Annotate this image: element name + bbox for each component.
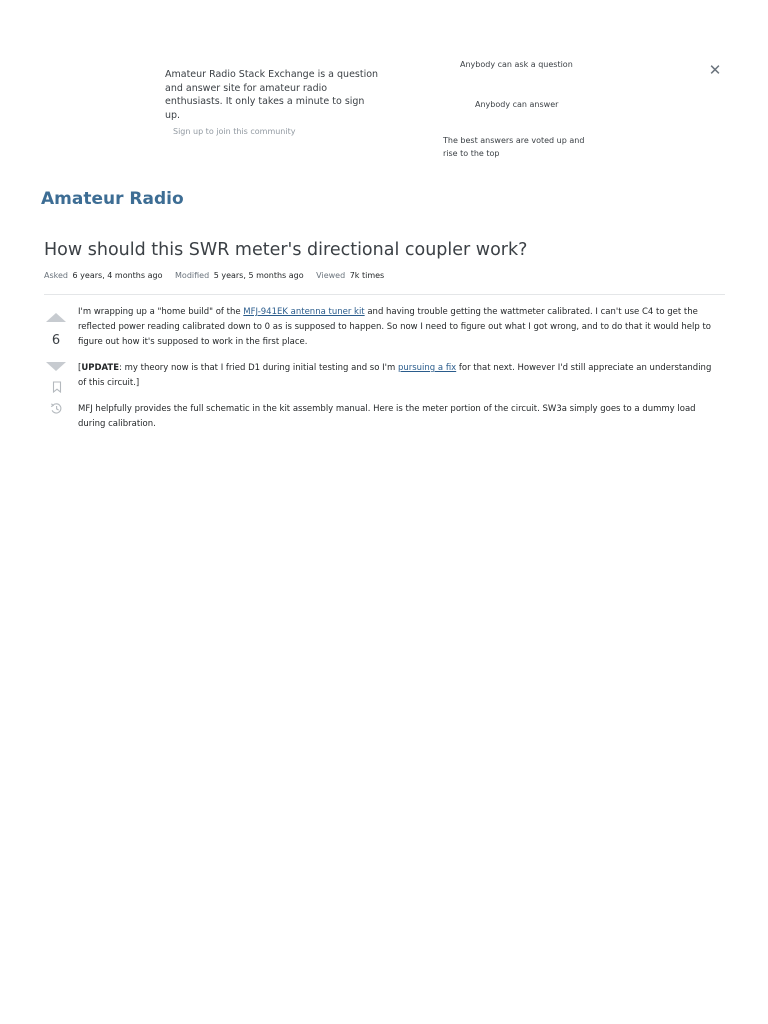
question-meta xyxy=(44,271,394,280)
body-text: I'm wrapping up a "home build" of the xyxy=(78,307,244,317)
site-name-link[interactable]: Amateur Radio xyxy=(41,189,184,209)
signup-banner xyxy=(0,0,768,180)
body-paragraph-1 xyxy=(78,305,718,350)
viewed-info xyxy=(316,271,384,280)
downvote-icon[interactable] xyxy=(46,362,66,371)
feature-answer: Anybody can answer xyxy=(475,100,559,109)
vote-count: 6 xyxy=(51,333,61,348)
upvote-icon[interactable] xyxy=(46,313,66,322)
body-paragraph-2 xyxy=(78,361,718,391)
mfj-kit-link[interactable]: MFJ-941EK antenna tuner kit xyxy=(243,307,365,317)
bookmark-icon[interactable] xyxy=(52,381,62,393)
close-icon[interactable]: ✕ xyxy=(708,61,722,79)
viewed-value: 7k times xyxy=(349,271,385,280)
history-icon[interactable] xyxy=(50,402,63,415)
pursuing-fix-link[interactable]: pursuing a fix xyxy=(397,363,457,373)
signup-link[interactable]: Sign up to join this community xyxy=(173,127,296,136)
feature-vote: The best answers are voted up and rise to the top xyxy=(443,136,585,158)
modified-value[interactable]: 5 years, 5 months ago xyxy=(213,271,304,280)
body-text: and having trouble getting the wattmeter calibrated. I can't use C4 to get the reflected power reading calibrated down to 0 as is supposed to happen. So now I need to figure out what I got wrong, and to do that it would help to figure out how it's supposed to work in the first place. xyxy=(78,307,711,347)
question-body xyxy=(78,305,718,443)
body-text: for that next. However I'd still appreciate an understanding of this circuit.] xyxy=(78,363,712,388)
modified-info xyxy=(175,271,304,280)
asked-value: 6 years, 4 months ago xyxy=(72,271,163,280)
body-paragraph-3: MFJ helpfully provides the full schematic in the kit assembly manual. Here is the meter portion of the circuit. SW3a simply goes to a dummy load during calibration. xyxy=(78,404,696,429)
modified-label: Modified xyxy=(175,271,210,280)
asked-label: Asked xyxy=(44,271,68,280)
body-text: : my theory now is that I fried D1 during initial testing and so I'm xyxy=(119,363,398,373)
title-divider xyxy=(44,294,725,295)
banner-description: Amateur Radio Stack Exchange is a question and answer site for amateur radio enthusiasts. It only takes a minute to sign up. xyxy=(165,69,379,121)
body-text: [ xyxy=(78,363,82,373)
asked-info xyxy=(44,271,162,280)
question-title[interactable]: How should this SWR meter's directional coupler work? xyxy=(44,240,528,260)
update-label: UPDATE xyxy=(81,363,120,373)
viewed-label: Viewed xyxy=(316,271,346,280)
feature-ask: Anybody can ask a question xyxy=(460,60,573,69)
